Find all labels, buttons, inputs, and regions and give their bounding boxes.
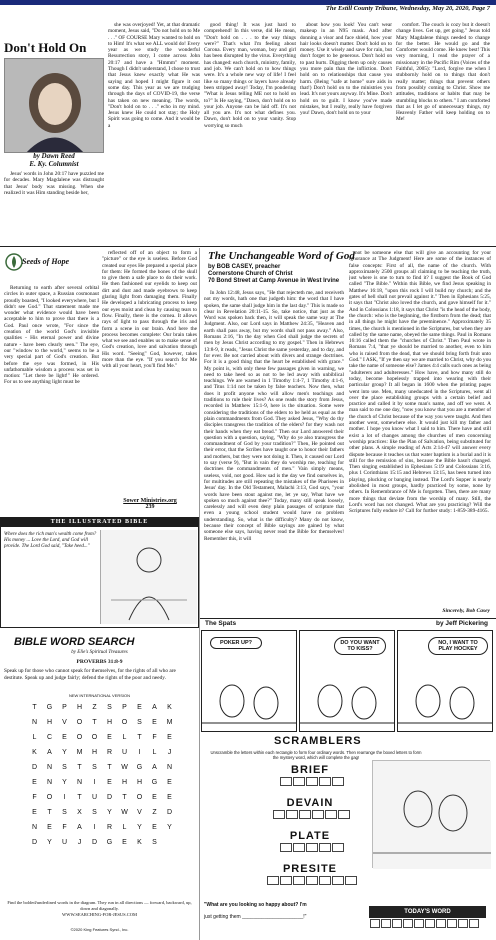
byline-1: by BOB CASEY, preacher [208, 264, 281, 270]
grid-cell[interactable]: Z [92, 704, 97, 711]
grid-cell[interactable]: O [76, 719, 83, 726]
grid-cell[interactable]: K [137, 839, 142, 846]
columnist-byline [4, 152, 104, 168]
grid-cell[interactable]: A [152, 764, 157, 771]
grid-cell[interactable]: O [76, 734, 83, 741]
grid-cell[interactable]: J [77, 839, 82, 846]
spats-byline: by Jeff Pickering [435, 620, 488, 627]
grid-cell[interactable]: Y [167, 824, 172, 831]
grid-cell[interactable]: H [46, 719, 53, 726]
grid-cell[interactable]: L [122, 824, 127, 831]
grid-cell[interactable]: O [91, 734, 98, 741]
grid-cell[interactable]: G [46, 704, 53, 711]
dont-hold-on-col1 [4, 171, 104, 245]
col-text: reflected off of an object to form a "picture" or the eye is useless. Before God created our eyes He prepared a special place for them: He formed the bones of the skull to give them a safe place to do their work. He then fashioned our eyelids to keep out dirt and dust and made eyebrows to keep glaring light from damaging them. Finally He developed a lubricating process to keep our eyes moist and clean by causing tears to flow. Finally, there is the cornea. It allows rays of light to pass through the iris and form a scene in our brain. And here the process becomes complete: Our brain takes what we see and enables us to make sense of God's creation, love and salvation through His word. "Seeing" God, however, takes more than the eye. "If you search for Me with all your heart, you'll find Me." [102, 250, 197, 370]
scramble-word: BRIEF [291, 764, 329, 776]
grid-cell[interactable]: E [152, 794, 157, 801]
grid-cell[interactable]: A [47, 749, 52, 756]
grid-row [27, 805, 177, 820]
grid-cell[interactable]: D [91, 839, 98, 846]
grid-cell[interactable]: T [47, 809, 52, 816]
grid-cell[interactable]: Y [137, 824, 142, 831]
grid-cell[interactable]: F [62, 824, 67, 831]
grid-cell[interactable]: E [152, 824, 157, 831]
grid-cell[interactable]: T [137, 734, 142, 741]
grid-cell[interactable]: O [121, 719, 128, 726]
grid-cell[interactable]: G [136, 764, 143, 771]
grid-cell[interactable]: E [137, 704, 142, 711]
grid-cell[interactable]: E [107, 734, 112, 741]
scramblers-title: SCRAMBLERS [274, 735, 362, 747]
grid-cell[interactable]: T [77, 764, 82, 771]
seeds-of-hope-title: Seeds of Hope [22, 257, 70, 266]
grid-cell[interactable]: I [138, 749, 141, 756]
grid-cell[interactable]: E [167, 779, 172, 786]
grid-cell[interactable]: F [152, 734, 157, 741]
grid-cell[interactable]: E [152, 719, 157, 726]
word-search-verse: PROVERBS 31:8-9 [76, 659, 123, 665]
grid-cell[interactable]: T [32, 704, 37, 711]
grid-row [27, 835, 177, 850]
grid-cell[interactable]: H [76, 704, 83, 711]
grid-cell[interactable]: G [151, 779, 158, 786]
grid-cell[interactable]: T [92, 719, 97, 726]
column-divider [199, 248, 200, 940]
illustrated-bible-title: THE ILLUSTRATED BIBLE [0, 517, 199, 527]
grid-cell[interactable]: S [137, 719, 142, 726]
grid-cell[interactable]: C [46, 734, 53, 741]
grid-row [27, 820, 177, 835]
scramble-row-2 [255, 797, 365, 819]
grid-cell[interactable]: L [122, 734, 127, 741]
scramble-word: PRESITE [282, 863, 338, 875]
grid-row [27, 700, 177, 715]
grid-cell[interactable]: I [63, 794, 66, 801]
byline-3: 70 Bond Street at Camp Avenue in West Irvine [208, 278, 340, 284]
comic-panel-2 [299, 630, 395, 732]
scramble-row-4 [255, 863, 365, 885]
grid-cell[interactable]: E [122, 839, 127, 846]
grid-cell[interactable]: V [137, 809, 142, 816]
grid-cell[interactable]: I [93, 779, 96, 786]
scramblers-cartoon [372, 760, 490, 868]
scramblers-question: "What are you looking so happy about? I'm [204, 902, 307, 908]
grid-cell[interactable]: D [106, 794, 113, 801]
grid-cell[interactable]: T [77, 794, 82, 801]
grid-cell[interactable]: T [107, 764, 112, 771]
grid-row [27, 790, 177, 805]
grid-cell[interactable]: A [152, 704, 157, 711]
seeds-col2 [102, 250, 197, 496]
grid-cell[interactable]: N [46, 764, 53, 771]
grid-cell[interactable]: H [136, 779, 143, 786]
grid-cell[interactable]: D [31, 764, 38, 771]
unchangeable-title: The Unchangeable Word of God [208, 250, 355, 262]
todays-word-boxes[interactable] [370, 919, 479, 928]
spats-title: The Spats [205, 620, 237, 627]
grid-cell[interactable]: S [62, 809, 67, 816]
scramble-word: DEVAIN [286, 797, 334, 809]
answer-prefix: just getting them [204, 914, 241, 920]
grid-row [27, 730, 177, 745]
col-text: comfort. The couch is cozy but it doesn't change lives. Get up, get going." Jesus told Mary Magdalene things needed to change for the better. He would go and the Comforter would come. He knew best! This very morning, I read the prayer of a missionary in the Pacific Rim (Voices of the Faithful, 2005): "Lord, forgive me when I stubbornly hold on to things that don't really matter; things that prevent others from possibly coming to Christ. Show me attitudes, traditions or habits that may be stumbling blocks to others." I am comforted that as I let go of unnecessary things, my Heavenly Father will keep holding on to Me! [396, 22, 490, 123]
col-text: good thing! It was just hard to comprehend! In this verse, did He mean, "Don't hold on . . . to the way things were?" That's what I'm feeling about Corona. Every man, woman, boy and girl has been disrupted by the virus. Everything has changed: each church, ministry, family, and job. We can't hold on to how things were. It's a whole new way of life! I feel like so many things or layers have already been stripped away! Today, I'm pondering "What is Jesus telling ME not to hold on to?" Is He saying, "Dawn, don't hold on to your job. Anyone can be laid off. It's not all you are. It's not what defines you. Dawn, don't hold on to your vanity. Stop worrying so much [204, 22, 296, 129]
grid-cell[interactable]: D [166, 809, 173, 816]
section-divider [0, 246, 496, 247]
grid-cell[interactable]: N [76, 779, 83, 786]
grid-cell[interactable]: M [76, 749, 83, 756]
word-search-footer [4, 900, 195, 918]
col-text: In John 12:48, Jesus says, "He that rejecteth me, and receiveth not my words, hath one that judgeth him: the word that I have spoken, the same shall judge him in the last day." This is made so clear in Revelation 20:11-15. So, take notice, that just as the Word was spoken back then, it will speak the same way at The Judgment. Also, our Lord says in Matthew 24:35, "Heaven and earth shall pass away, but my words shall not pass away." Also, Romans 2:16, "In the day when God shall judge the secrets of men by Jesus Christ according to my gospel." Then in Hebrews 13:8-9, it reads, "Jesus Christ the same yesterday, and to day, and for ever. Be not carried about with divers and strange doctrines. For it is a good thing that the heart be established with grace." My point is, with only these few passages given in warning, we need to take heed so as not to be led away with unbiblical teachings. We are warned in 1 Timothy 1:4-7, 1 Timothy 4:1-6, and Titus 1:14 not be taken by false teachers. Now then, what does it profit anyone who will allow men's teachings and traditions to rule their lives? As one reads the story from Jesus, recorded in Matthew 15:1-9, here is the situation. Some were considering the traditions of the elders to be held as equal as the plain commandments from God. They asked Jesus, "Why do thy disciples transgress the tradition of the elders? for they wash not their hands when they eat bread." Then our Lord answered their question with a question, saying, "Why do ye also transgress the commandment of God by your tradition?" Then, He pointed out their error, that the Scribes have taught one to honor their fathers and mothers, but they were not doing it. Then, it caused our Lord to say (verse 9), "But in vain they do worship me, teaching for doctrines the commandments of men." Vain simply means, useless, void, not good. How sad is the day we find ourselves in, for multitudes are still repeating the mistakes of the Pharisees in Jesus' day. In the Old Testament, Malachi 3:13, God says, "your words have been stout against me, let ye say, What have we spoken so much against thee?" Today, many still speak loosely, carelessly and will even deny plain passages of scripture that even a young school student would have no problem understanding. So, what is the difficulty? Many do not know, because their concept of Bible sayings are gained by what someone else says, having never read the Bible for themselves! Remember this, it will [204, 290, 344, 542]
word-search-text: Speak up for those who cannot speak for themselves, for the rights of all who are destitute. Speak up and judge fairly; defend the rights of the poor and needy. [4, 668, 176, 681]
grid-cell[interactable]: V [62, 719, 67, 726]
comic-panel-1 [201, 630, 297, 732]
word-search-byline: by Elie's Spiritual Treasures [71, 650, 128, 655]
footer-instructions: Find the bolded/underlined words in the diagram. They run in all directions — forward, backward, up, down and diagonally. [7, 900, 192, 911]
grid-row [27, 775, 177, 790]
dont-hold-on-col3 [204, 22, 296, 244]
illustrated-bible-quote: Where does the rich man's wealth come from? His money ... Love the Lord, and God will provide. The Lord God said, "Take heed..." [4, 532, 97, 549]
grid-cell[interactable]: E [32, 779, 37, 786]
grid-cell[interactable]: N [166, 764, 173, 771]
grid-cell[interactable]: X [77, 809, 82, 816]
grid-cell[interactable]: N [46, 779, 53, 786]
word-search-title: BIBLE WORD SEARCH [14, 636, 135, 648]
dont-hold-on-title: Don't Hold On [4, 40, 87, 55]
unchangeable-col2 [349, 250, 491, 608]
grid-cell[interactable]: P [62, 704, 67, 711]
grid-cell[interactable]: M [166, 719, 173, 726]
speech-bubble-1: POKER UP? [210, 637, 262, 649]
col-text: not be someone else that will give an accounting for your ignorance at The Judgment! Here are some of the instances of false concepts: First of all, the name of the church. With approximately 2500 groups all claiming to be teaching the truth, just where is one to turn to find it? I suggest the Book of God called "The Bible." Within this Bible, we find Jesus speaking in Matthew 16:18, "upon this rock I will build my church; and the gates of hell shall not prevail against it." Then in Ephesians 5:25, it says that "Christ also loved the church, and gave himself for it." And in Colossians 1:18, it says that Christ "is the head of the body, the church: who is the beginning, the firstborn from the dead; that in all things he might have the preeminence." Approximately 35 times, the church is mentioned in the Scriptures, but when they are called by the same name, obeyed the same things. Paul in Romans 16:16 called them the "churches of Christ." Then Paul wrote in Romans 7:4, "that ye should be married to another, even to him who is raised from the dead, that we should bring forth fruit unto God." I ASK, "If ye then say we are married to Christ, why do you take the name of someone else? James 4:4 calls such ones as being "adulterers and adulteresses." How have, and how many still do today, become hopelessly trapped into wearing with their particular group? It all began in 1600 when the printing pages went into use. Men, many uneducated in the Scriptures, went all over the place establishing groups with a certain belief and practice and called it by some man's name, and off we went. A man said to me one day, "now you know that you are a member of the church of Christ because of the way you were taught. And then another went, somewhere else. It would just kill my father and mother. I hope you know what I said to him. There have and still exist a lot of changes among the churches of men concerning worship practices: like the Plan of Salvation, being substituted for other plans. A simple reading of Acts 2:14-47 will answer every dispute because it teaches us that water baptism is a burial and it is still for the remission of sins, because the Bible hasn't changed. Then singing established in Ephesians 5:19 and Colossians 3:16, plus 1 Corinthians 15:15 and Hebrews 13:15, has been turned into playing, plucking or banging instead. The Lord's Supper is nearly abolished in most groups, hardly practiced by some, none by others. In Remembrance of Me is forgotten. Then, there are many more things that deviate from the worship of many. Still, the Lord's word has not changed. What are you practicing? Will the Scriptures fully endure it? Call for further study: 1-859-389-4165. [349, 250, 491, 515]
columnist-photo [4, 58, 104, 153]
todays-word-label: TODAY'S WORD [369, 906, 486, 918]
grid-cell[interactable]: T [122, 794, 127, 801]
grid-cell[interactable]: I [93, 824, 96, 831]
grid-cell[interactable]: N [31, 719, 38, 726]
page-header: The Estill County Tribune, Wednesday, May 20, 2020, Page 7 [325, 5, 490, 12]
grid-cell[interactable]: L [32, 734, 37, 741]
grid-row [27, 745, 177, 760]
grid-cell[interactable]: E [167, 794, 172, 801]
grid-cell[interactable]: O [136, 794, 143, 801]
grid-cell[interactable]: J [167, 749, 172, 756]
grid-cell[interactable]: Y [47, 839, 52, 846]
col-text: she was overjoyed! Yet, at that dramatic moment, Jesus said, "Do not hold on to Me . . ." OF COURSE Mary wanted to hold on to Him! It's what we ALL would do! Every year as we study the wonderful Resurrection story, I come across John 20:17 and have a "Hmmm" moment. Though I didn't understand, I chose to trust that Jesus knew exactly what He was saying and hoped I might figure it out some day. This year as we are trudging through the days of COVID-19, the verse has taken on new meaning. The words, "Don't hold on to . . ." echo in my mind. Jesus knew He could not stay; the Holy Spirit was going to come. And it would be a [108, 22, 200, 129]
grid-cell[interactable]: W [121, 809, 128, 816]
grid-cell[interactable]: Y [62, 749, 67, 756]
spats-divider [200, 618, 496, 619]
grid-cell[interactable]: H [91, 749, 98, 756]
speech-bubble-3: NO, I WANT TO PLAY HOCKEY [428, 637, 488, 655]
grid-cell[interactable]: N [31, 824, 38, 831]
grid-cell[interactable]: E [167, 734, 172, 741]
grid-cell[interactable]: K [167, 704, 172, 711]
footer-url: WWW.SEARCHING-FOR-JESUS.COM [61, 912, 138, 917]
dont-hold-on-col2 [108, 22, 200, 244]
grid-cell[interactable]: U [61, 839, 68, 846]
seeds-number: 239 [145, 504, 155, 510]
grid-cell[interactable]: P [122, 704, 127, 711]
col-text: Returning to earth after several orbital circles in outer space, a Russian cosmonaut proudly boasted, "I looked everywhere, but I didn't see God." That statement made me wonder what evidence would have been acceptable to him to prove that there is a God. Paul once wrote, "For since the creation of the world God's invisible qualities - His eternal power and divine nature - have been clearly seen." The eye, our "window to the world," seems to be a very special part of God's creation. But before the eye was formed, in His unfathomable wisdom a process was set in motion: "Let there be light!" He ordered. For us to see anything light must be [4, 285, 99, 386]
scramble-row-1 [255, 764, 365, 786]
grid-cell[interactable]: E [107, 779, 112, 786]
grid-cell[interactable]: S [107, 704, 112, 711]
grid-cell[interactable]: U [121, 749, 128, 756]
byline-2: Cornerstone Church of Christ [208, 271, 293, 277]
seeds-col1 [4, 285, 99, 515]
unchangeable-byline [208, 264, 339, 285]
illustrated-bible-art [100, 530, 196, 624]
col-text: Jesus' words in John 20:17 have puzzled me for decades. Mary Magdalene was distraught that Jesus' body was missing. When she realized it was Him standing beside her, [4, 171, 104, 196]
grid-cell[interactable]: S [92, 809, 97, 816]
unchangeable-signoff: Sincerely, Bob Casey [442, 608, 490, 614]
byline-role: E. Ky. Columnist [29, 160, 79, 168]
grid-cell[interactable]: E [32, 809, 37, 816]
grid-cell[interactable]: S [152, 839, 157, 846]
dont-hold-on-col4 [300, 22, 392, 244]
byline-name: by Dawn Reed [33, 152, 75, 160]
word-search-grid[interactable] [27, 700, 177, 850]
grid-cell[interactable]: S [92, 764, 97, 771]
grid-cell[interactable]: Z [152, 809, 157, 816]
grid-cell[interactable]: R [106, 824, 113, 831]
scramble-word: PLATE [289, 830, 331, 842]
grid-cell[interactable]: W [121, 764, 128, 771]
word-search-version: NEW INTERNATIONAL VERSION [68, 693, 131, 698]
unchangeable-col1 [204, 290, 344, 615]
grid-cell[interactable]: Y [107, 809, 112, 816]
grid-cell[interactable]: G [106, 839, 113, 846]
grid-cell[interactable]: Y [62, 779, 67, 786]
grid-cell[interactable]: H [121, 779, 128, 786]
scramblers-answer: just getting them ______________________!" [204, 914, 307, 920]
grid-cell[interactable]: K [32, 749, 37, 756]
grid-cell[interactable]: H [106, 719, 113, 726]
grid-row [27, 760, 177, 775]
grid-cell[interactable]: A [77, 824, 82, 831]
grid-cell[interactable]: R [106, 749, 113, 756]
grid-cell[interactable]: F [32, 794, 37, 801]
col-text: about how you look! You can't wear makeup in an N95 mask. And after donning a visor and face shield, how your hair looks doesn't matter. Don't hold on to money. Use it wisely and save for rain, but don't forget to be generous. Don't hold on to past hurts. Digging them up only causes you more pain than the infliction. Don't hold on to relationships that cause you harm. (Being "safe at home" sure aids in that!) Don't hold on to the ministries you lead. It's not yours anyway. It's Mine. Don't hold on to guilt. I know you've made mistakes, but I really, really have forgiven you! Dawn, don't hold on to your [300, 22, 392, 117]
grid-cell[interactable]: S [62, 764, 67, 771]
seeds-footer-text: Sower Ministries.org [123, 498, 177, 504]
scramblers-instructions: Unscramble the letters within each rectangle to form four ordinary words. Then rearrange the boxed letters to form the mystery word, which will complete the gag! [210, 750, 422, 760]
grid-cell[interactable]: O [46, 794, 53, 801]
grid-cell[interactable]: D [31, 839, 38, 846]
seeds-footer [100, 498, 200, 510]
grid-cell[interactable]: E [62, 734, 67, 741]
grid-cell[interactable]: L [152, 749, 157, 756]
comic-panel-3 [397, 630, 493, 732]
grid-cell[interactable]: E [47, 824, 52, 831]
word-search-copyright: ©2020 King Features Synd., Inc. [70, 927, 129, 932]
scramble-row-3 [255, 830, 365, 852]
grid-row [27, 715, 177, 730]
dont-hold-on-col5 [396, 22, 490, 244]
grid-cell[interactable]: U [91, 794, 98, 801]
speech-bubble-2: DO YOU WANT TO KISS? [334, 637, 386, 655]
